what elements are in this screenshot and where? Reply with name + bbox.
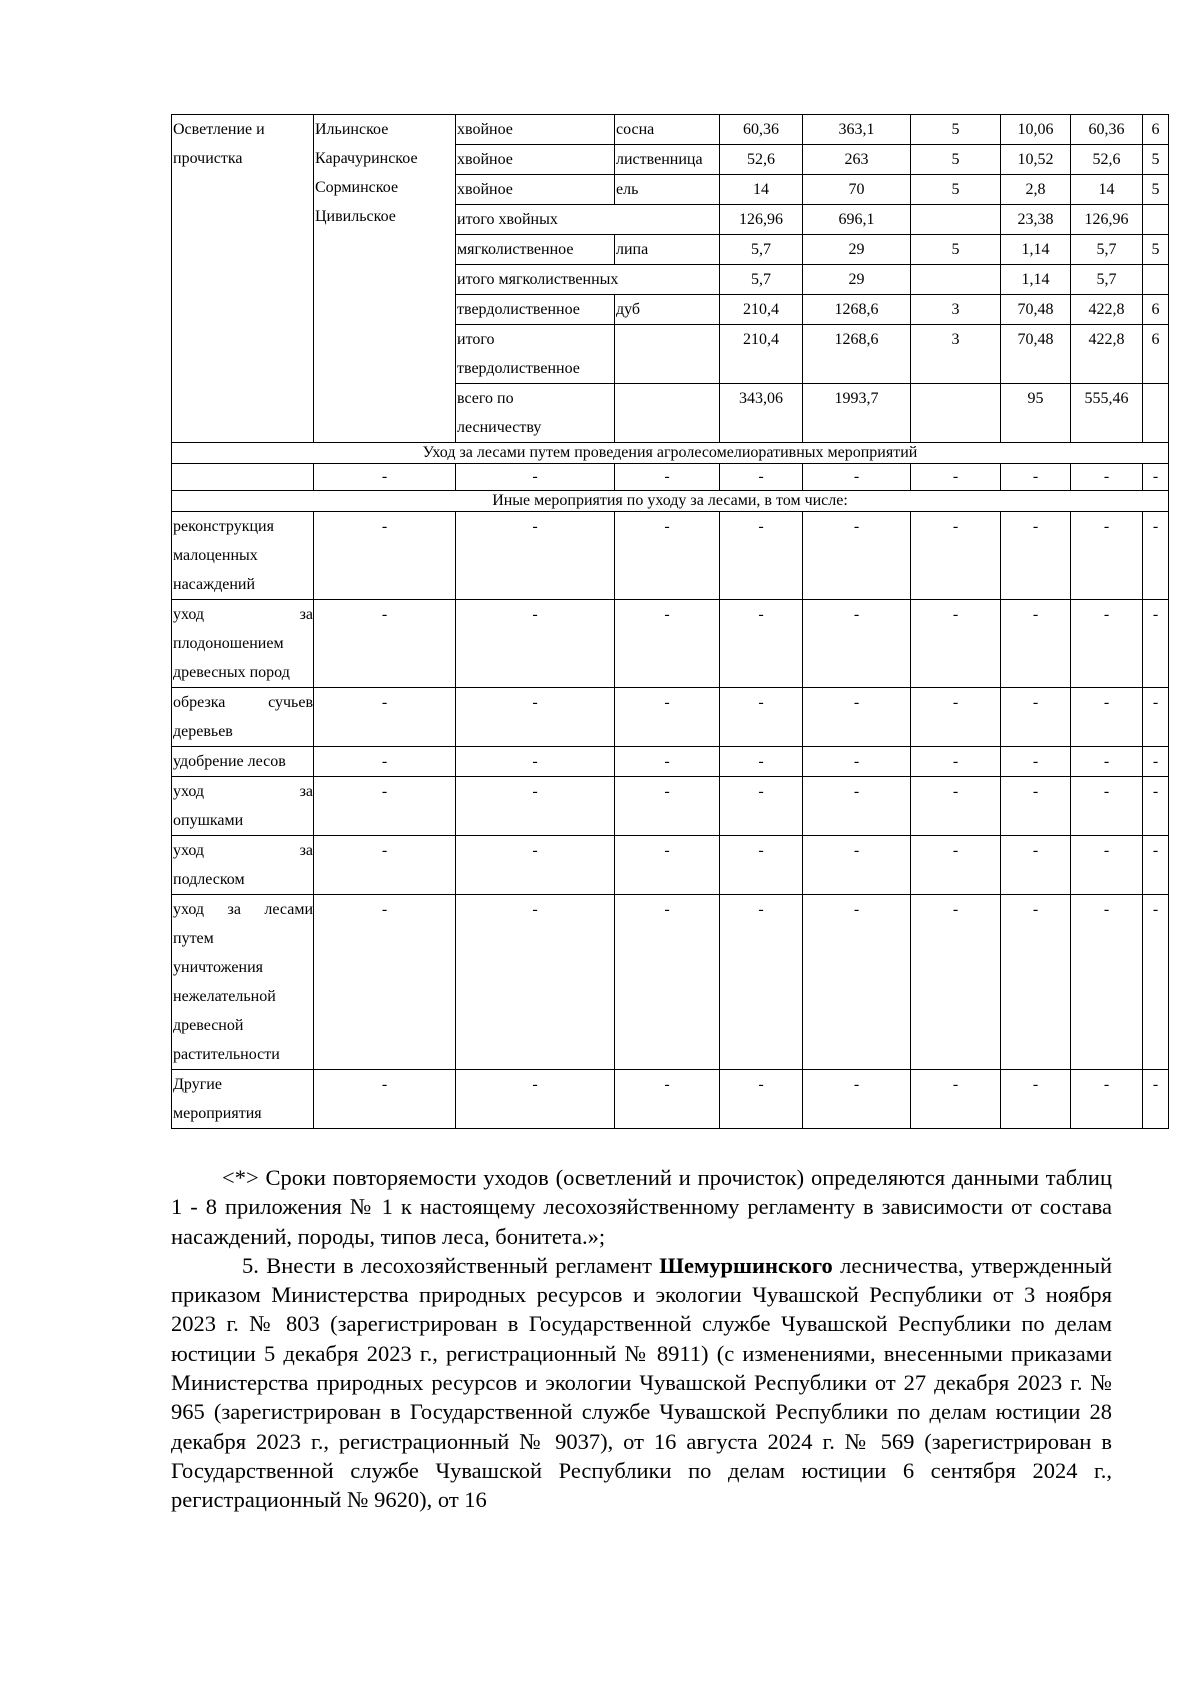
activity-label bbox=[172, 600, 314, 688]
total-label bbox=[456, 384, 615, 443]
dash-cell: - bbox=[911, 777, 1001, 836]
dash-cell: - bbox=[803, 895, 911, 1070]
value-cell: 210,4 bbox=[720, 295, 803, 325]
subtotal-label: итого хвойных bbox=[456, 205, 720, 235]
value-cell: 5 bbox=[911, 175, 1001, 205]
dash-cell: - bbox=[456, 688, 615, 747]
dash-cell: - bbox=[314, 464, 456, 491]
dash-cell: - bbox=[911, 512, 1001, 600]
dash-cell: - bbox=[1071, 895, 1143, 1070]
forestry-name: Карачуринское bbox=[315, 150, 418, 167]
label-line: малоценных bbox=[173, 547, 258, 564]
forestry-name: Сорминское bbox=[315, 179, 399, 196]
dash-cell: - bbox=[1071, 600, 1143, 688]
dash-cell: - bbox=[456, 836, 615, 895]
dash-cell: - bbox=[1071, 512, 1143, 600]
item5-paragraph bbox=[171, 1251, 1112, 1515]
dash-cell: - bbox=[1143, 512, 1169, 600]
dash-cell: - bbox=[911, 600, 1001, 688]
group-cell: хвойное bbox=[456, 175, 615, 205]
dash-cell: - bbox=[1071, 777, 1143, 836]
value-cell: 126,96 bbox=[1071, 205, 1143, 235]
value-cell: 10,52 bbox=[1001, 145, 1071, 175]
value-cell bbox=[1143, 265, 1169, 295]
activity-line: Осветление и bbox=[173, 121, 265, 138]
label-line: подлеском bbox=[173, 871, 245, 888]
label-line: обрезка сучьев bbox=[173, 694, 313, 711]
item5-forestry-name: Шемуршинского bbox=[659, 1252, 833, 1278]
species-cell: липа bbox=[615, 235, 720, 265]
regulation-table bbox=[171, 114, 1169, 1129]
dash-cell: - bbox=[1001, 895, 1071, 1070]
label-line: древесной bbox=[173, 1017, 244, 1034]
dash-cell: - bbox=[911, 1070, 1001, 1129]
dash-cell: - bbox=[1001, 512, 1071, 600]
dash-cell: - bbox=[615, 600, 720, 688]
value-cell: 6 bbox=[1143, 295, 1169, 325]
dash-cell: - bbox=[1143, 836, 1169, 895]
dash-cell: - bbox=[1143, 464, 1169, 491]
dash-cell: - bbox=[803, 836, 911, 895]
label-line: итого bbox=[457, 331, 495, 348]
value-cell bbox=[911, 265, 1001, 295]
section-heading: Иные мероприятия по уходу за лесами, в том числе: bbox=[172, 491, 1169, 512]
value-cell: 29 bbox=[803, 265, 911, 295]
label-line: опушками bbox=[173, 812, 244, 829]
activity-label bbox=[172, 747, 314, 777]
dash-cell: - bbox=[615, 1070, 720, 1129]
value-cell: 5,7 bbox=[1071, 265, 1143, 295]
label-line: удобрение лесов bbox=[173, 753, 286, 770]
dash-cell: - bbox=[314, 512, 456, 600]
value-cell: 696,1 bbox=[803, 205, 911, 235]
dash-cell: - bbox=[314, 836, 456, 895]
dash-cell: - bbox=[1143, 1070, 1169, 1129]
dash-cell: - bbox=[1143, 895, 1169, 1070]
label-line: уход за bbox=[173, 783, 313, 800]
dash-cell: - bbox=[911, 747, 1001, 777]
value-cell: 95 bbox=[1001, 384, 1071, 443]
label-line: лесничеству bbox=[457, 419, 542, 436]
value-cell: 3 bbox=[911, 295, 1001, 325]
value-cell: 6 bbox=[1143, 115, 1169, 145]
value-cell: 29 bbox=[803, 235, 911, 265]
dash-cell: - bbox=[1001, 464, 1071, 491]
dash-cell: - bbox=[1001, 600, 1071, 688]
value-cell: 6 bbox=[1143, 325, 1169, 384]
value-cell: 5 bbox=[1143, 145, 1169, 175]
forestry-name: Цивильское bbox=[315, 208, 396, 225]
dash-cell: - bbox=[803, 512, 911, 600]
value-cell: 1993,7 bbox=[803, 384, 911, 443]
activity-cell bbox=[172, 115, 314, 443]
dash-cell: - bbox=[1071, 688, 1143, 747]
species-cell: сосна bbox=[615, 115, 720, 145]
species-cell: ель bbox=[615, 175, 720, 205]
dash-cell: - bbox=[803, 1070, 911, 1129]
item5-text: 5. Внести в лесохозяйственный регламент bbox=[242, 1252, 652, 1278]
value-cell: 2,8 bbox=[1001, 175, 1071, 205]
group-cell: мягколиственное bbox=[456, 235, 615, 265]
dash-cell: - bbox=[911, 688, 1001, 747]
dash-cell: - bbox=[615, 688, 720, 747]
label-line: плодоношением bbox=[173, 635, 284, 652]
forestries-cell bbox=[314, 115, 456, 443]
value-cell: 52,6 bbox=[1071, 145, 1143, 175]
empty-cell bbox=[172, 464, 314, 491]
dash-cell: - bbox=[615, 512, 720, 600]
label-line: растительности bbox=[173, 1046, 280, 1063]
value-cell: 70,48 bbox=[1001, 325, 1071, 384]
dash-cell: - bbox=[1143, 747, 1169, 777]
activity-label bbox=[172, 688, 314, 747]
dash-cell: - bbox=[1001, 747, 1071, 777]
label-line: древесных пород bbox=[173, 664, 290, 681]
value-cell: 1,14 bbox=[1001, 265, 1071, 295]
value-cell: 1268,6 bbox=[803, 295, 911, 325]
dash-cell: - bbox=[456, 1070, 615, 1129]
value-cell: 210,4 bbox=[720, 325, 803, 384]
value-cell: 422,8 bbox=[1071, 295, 1143, 325]
dash-cell: - bbox=[456, 600, 615, 688]
dash-cell: - bbox=[911, 895, 1001, 1070]
dash-cell: - bbox=[720, 777, 803, 836]
value-cell: 363,1 bbox=[803, 115, 911, 145]
value-cell: 1268,6 bbox=[803, 325, 911, 384]
value-cell: 1,14 bbox=[1001, 235, 1071, 265]
value-cell: 263 bbox=[803, 145, 911, 175]
dash-cell: - bbox=[314, 600, 456, 688]
dash-cell: - bbox=[911, 464, 1001, 491]
species-cell: дуб bbox=[615, 295, 720, 325]
label-line: уход за bbox=[173, 842, 313, 859]
dash-cell: - bbox=[1001, 688, 1071, 747]
dash-cell: - bbox=[314, 1070, 456, 1129]
species-cell bbox=[615, 384, 720, 443]
dash-cell: - bbox=[1001, 1070, 1071, 1129]
value-cell: 23,38 bbox=[1001, 205, 1071, 235]
value-cell: 343,06 bbox=[720, 384, 803, 443]
label-line: уход за bbox=[173, 606, 313, 623]
dash-cell: - bbox=[1001, 836, 1071, 895]
value-cell: 5 bbox=[1143, 175, 1169, 205]
dash-cell: - bbox=[1071, 747, 1143, 777]
dash-cell: - bbox=[456, 512, 615, 600]
value-cell bbox=[1143, 205, 1169, 235]
dash-cell: - bbox=[456, 777, 615, 836]
dash-cell: - bbox=[1001, 777, 1071, 836]
value-cell: 5 bbox=[911, 145, 1001, 175]
value-cell: 5,7 bbox=[720, 235, 803, 265]
activity-label bbox=[172, 895, 314, 1070]
dash-cell: - bbox=[803, 777, 911, 836]
activity-label bbox=[172, 1070, 314, 1129]
dash-cell: - bbox=[720, 747, 803, 777]
group-cell: твердолиственное bbox=[456, 295, 615, 325]
dash-cell: - bbox=[314, 688, 456, 747]
label-line: уход за лесами bbox=[173, 901, 313, 918]
value-cell: 555,46 bbox=[1071, 384, 1143, 443]
value-cell: 5 bbox=[1143, 235, 1169, 265]
subtotal-label: итого мягколиственных bbox=[456, 265, 720, 295]
value-cell bbox=[911, 205, 1001, 235]
group-cell: хвойное bbox=[456, 145, 615, 175]
dash-cell: - bbox=[1143, 600, 1169, 688]
label-line: мероприятия bbox=[173, 1105, 262, 1122]
dash-cell: - bbox=[314, 747, 456, 777]
label-line: деревьев bbox=[173, 723, 233, 740]
dash-cell: - bbox=[456, 747, 615, 777]
dash-cell: - bbox=[720, 895, 803, 1070]
value-cell: 126,96 bbox=[720, 205, 803, 235]
value-cell: 14 bbox=[1071, 175, 1143, 205]
dash-cell: - bbox=[314, 777, 456, 836]
item5-text: лесничества, утвержденный приказом Министерства природных ресурсов и экологии Чувашской Республики от 3 ноября 2023 г. № 803 (зарегистрирован в Государственной службе Чувашской Республики по делам юстиции 5 декабря 2023 г., регистрационный № 8911) (с изменениями, внесенными приказами Министерства природных ресурсов и экологии Чувашской Республики от 27 декабря 2023 г. № 965 (зарегистрирован в Государственной службе Чувашской Республики по делам юстиции 28 декабря 2023 г., регистрационный № 9037), от 16 августа 2024 г. № 569 (зарегистрирован в Государственной службе Чувашской Республики по делам юстиции 6 сентября 2024 г., регистрационный № 9620), от 16 bbox=[171, 1252, 1113, 1513]
activity-label bbox=[172, 836, 314, 895]
dash-cell: - bbox=[720, 464, 803, 491]
dash-cell: - bbox=[720, 512, 803, 600]
value-cell: 14 bbox=[720, 175, 803, 205]
dash-cell: - bbox=[1071, 1070, 1143, 1129]
group-cell: хвойное bbox=[456, 115, 615, 145]
value-cell: 5,7 bbox=[720, 265, 803, 295]
dash-cell: - bbox=[803, 688, 911, 747]
dash-cell: - bbox=[720, 600, 803, 688]
dash-cell: - bbox=[1071, 464, 1143, 491]
subtotal-label bbox=[456, 325, 615, 384]
value-cell: 60,36 bbox=[720, 115, 803, 145]
dash-cell: - bbox=[1071, 836, 1143, 895]
value-cell bbox=[911, 384, 1001, 443]
dash-cell: - bbox=[1143, 688, 1169, 747]
label-line: реконструкция bbox=[173, 518, 274, 535]
dash-cell: - bbox=[720, 1070, 803, 1129]
value-cell: 3 bbox=[911, 325, 1001, 384]
activity-label bbox=[172, 512, 314, 600]
value-cell: 70,48 bbox=[1001, 295, 1071, 325]
value-cell bbox=[1143, 384, 1169, 443]
value-cell: 60,36 bbox=[1071, 115, 1143, 145]
value-cell: 70 bbox=[803, 175, 911, 205]
label-line: нежелательной bbox=[173, 988, 276, 1005]
label-line: насаждений bbox=[173, 576, 256, 593]
dash-cell: - bbox=[720, 688, 803, 747]
species-cell: лиственница bbox=[615, 145, 720, 175]
activity-line: прочистка bbox=[173, 150, 243, 167]
dash-cell: - bbox=[615, 836, 720, 895]
forestry-name: Ильинское bbox=[315, 121, 389, 138]
dash-cell: - bbox=[615, 464, 720, 491]
dash-cell: - bbox=[803, 747, 911, 777]
value-cell: 5,7 bbox=[1071, 235, 1143, 265]
dash-cell: - bbox=[456, 895, 615, 1070]
value-cell: 5 bbox=[911, 235, 1001, 265]
value-cell: 5 bbox=[911, 115, 1001, 145]
label-line: путем bbox=[173, 930, 214, 947]
body-text bbox=[171, 1163, 1112, 1515]
activity-label bbox=[172, 777, 314, 836]
footnote-paragraph: <*> Сроки повторяемости уходов (осветлений и прочисток) определяются данными таблиц 1 - 8 приложения № 1 к настоящему лесохозяйственному регламенту в зависимости от состава насаждений, породы, типов леса, бонитета.»; bbox=[171, 1165, 1112, 1249]
label-line: всего по bbox=[457, 390, 514, 407]
dash-cell: - bbox=[615, 895, 720, 1070]
dash-cell: - bbox=[615, 777, 720, 836]
label-line: твердолиственное bbox=[457, 360, 580, 377]
value-cell: 52,6 bbox=[720, 145, 803, 175]
dash-cell: - bbox=[314, 895, 456, 1070]
label-line: Другие bbox=[173, 1076, 222, 1093]
species-cell bbox=[615, 325, 720, 384]
section-heading: Уход за лесами путем проведения агролесомелиоративных мероприятий bbox=[172, 443, 1169, 464]
dash-cell: - bbox=[615, 747, 720, 777]
value-cell: 10,06 bbox=[1001, 115, 1071, 145]
value-cell: 422,8 bbox=[1071, 325, 1143, 384]
dash-cell: - bbox=[911, 836, 1001, 895]
label-line: уничтожения bbox=[173, 959, 263, 976]
dash-cell: - bbox=[720, 836, 803, 895]
dash-cell: - bbox=[456, 464, 615, 491]
dash-cell: - bbox=[803, 600, 911, 688]
dash-cell: - bbox=[1143, 777, 1169, 836]
dash-cell: - bbox=[803, 464, 911, 491]
